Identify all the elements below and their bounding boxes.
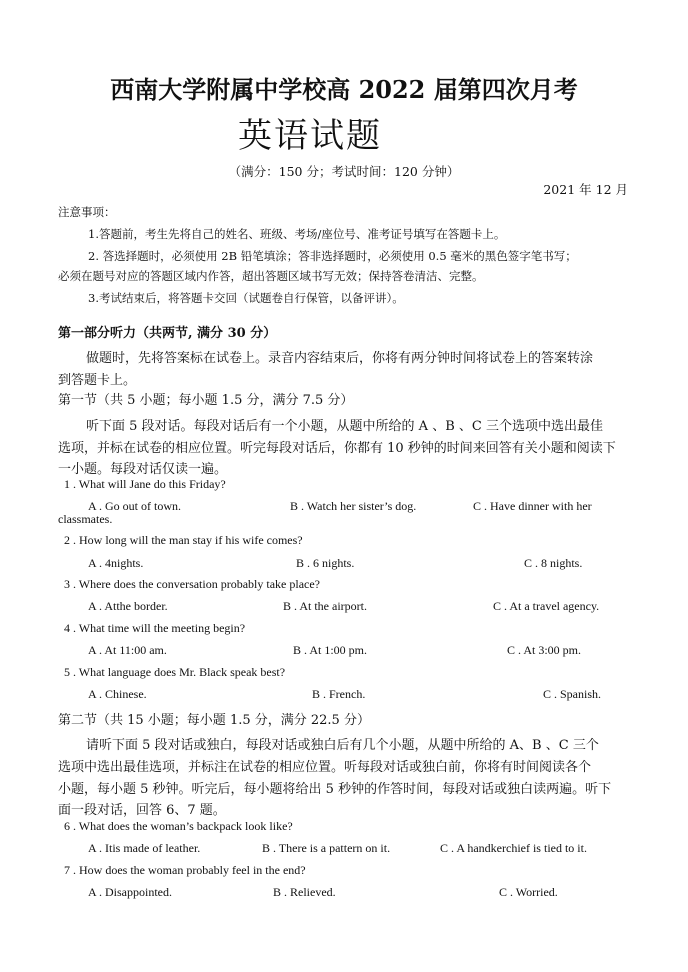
section-heading: 第一节（共 5 小题；每小题 1.5 分，满分 7.5 分） — [58, 393, 354, 408]
question-stem: 5 . What language does Mr. Black speak best? — [64, 665, 286, 679]
notes-item: 必须在题号对应的答题区域内作答，超出答题区域书写无效；保持答卷清洁、完整。 — [58, 269, 484, 283]
option-a: A . Itis made of leather. — [88, 841, 201, 855]
option-c: C . A handkerchief is tied to it. — [440, 841, 587, 855]
question-stem: 7 . How does the woman probably feel in the end? — [64, 863, 306, 877]
instruction-line: 小题，每小题 5 秒钟。听完后，每小题将给出 5 秒钟的作答时间，每段对话或独白读两遍。听下 — [58, 782, 612, 797]
question-stem: 1 . What will Jane do this Friday? — [64, 477, 226, 491]
notes-item: 2. 答选择题时，必须使用 2B 铅笔填涂；答非选择题时，必须使用 0.5 毫米的黑色签字笔书写； — [88, 249, 577, 263]
question-stem: 3 . Where does the conversation probably take place? — [64, 577, 321, 591]
instruction-line: 请听下面 5 段对话或独白，每段对话或独白后有几个小题，从题中所给的 A、B 、C 三个 — [86, 738, 599, 753]
option-c: C . Spanish. — [543, 687, 602, 701]
option-c: C . Worried. — [499, 885, 558, 899]
option-c: C . At 3:00 pm. — [507, 643, 582, 657]
instruction-line: 选项，并标在试卷的相应位置。听完每段对话后，你都有 10 秒钟的时间来回答有关小题和阅读下 — [58, 441, 616, 456]
instruction-line: 一小题。每段对话仅读一遍。 — [58, 462, 228, 477]
instruction-line: 面一段对话，回答 6、7 题。 — [58, 803, 226, 818]
part-intro-line: 到答题卡上。 — [58, 373, 137, 388]
option-a: A . Chinese. — [88, 687, 147, 701]
notes-item: 3.考试结束后，将答题卡交回（试题卷自行保管，以备评讲）。 — [88, 291, 404, 305]
school-title: 西南大学附属中学校高 2022 届第四次月考 — [110, 75, 578, 104]
subject-title: 英语试题 — [238, 116, 382, 156]
option-a: A . At 11:00 am. — [88, 643, 167, 657]
question-stem: 6 . What does the woman’s backpack look like? — [64, 819, 293, 833]
option-wrap: classmates. — [58, 512, 113, 526]
option-b: B . 6 nights. — [296, 556, 355, 570]
exam-date: 2021 年 12 月 — [543, 182, 628, 197]
notes-item: 1.答题前，考生先将自己的姓名、班级、考场/座位号、准考证号填写在答题卡上。 — [88, 227, 506, 241]
instruction-line: 选项中选出最佳选项，并标注在试卷的相应位置。听每段对话或独白前，你将有时间阅读各个 — [58, 760, 592, 775]
option-c: C . Have dinner with her — [473, 499, 592, 513]
option-a: A . Atthe border. — [88, 599, 168, 613]
option-a: A . 4nights. — [88, 556, 144, 570]
option-a: A . Go out of town. — [88, 499, 181, 513]
part-heading: 第一部分听力（共两节, 满分 30 分） — [58, 326, 277, 341]
section-heading: 第二节（共 15 小题；每小题 1.5 分，满分 22.5 分） — [58, 713, 370, 728]
option-b: B . French. — [312, 687, 366, 701]
question-stem: 4 . What time will the meeting begin? — [64, 621, 246, 635]
option-a: A . Disappointed. — [88, 885, 172, 899]
option-b: B . At 1:00 pm. — [293, 643, 368, 657]
instruction-line: 听下面 5 段对话。每段对话后有一个小题，从题中所给的 A 、B 、C 三个选项中选出最佳 — [86, 419, 603, 434]
option-b: B . Watch her sister’s dog. — [290, 499, 417, 513]
score-time: （满分：150 分；考试时间：120 分钟） — [228, 164, 460, 179]
notes-heading: 注意事项： — [58, 205, 116, 219]
option-b: B . Relieved. — [273, 885, 336, 899]
option-b: B . At the airport. — [283, 599, 367, 613]
question-stem: 2 . How long will the man stay if his wife comes? — [64, 533, 303, 547]
option-b: B . There is a pattern on it. — [262, 841, 391, 855]
option-c: C . 8 nights. — [524, 556, 583, 570]
part-intro-line: 做题时，先将答案标在试卷上。录音内容结束后，你将有两分钟时间将试卷上的答案转涂 — [86, 351, 594, 366]
option-c: C . At a travel agency. — [493, 599, 600, 613]
